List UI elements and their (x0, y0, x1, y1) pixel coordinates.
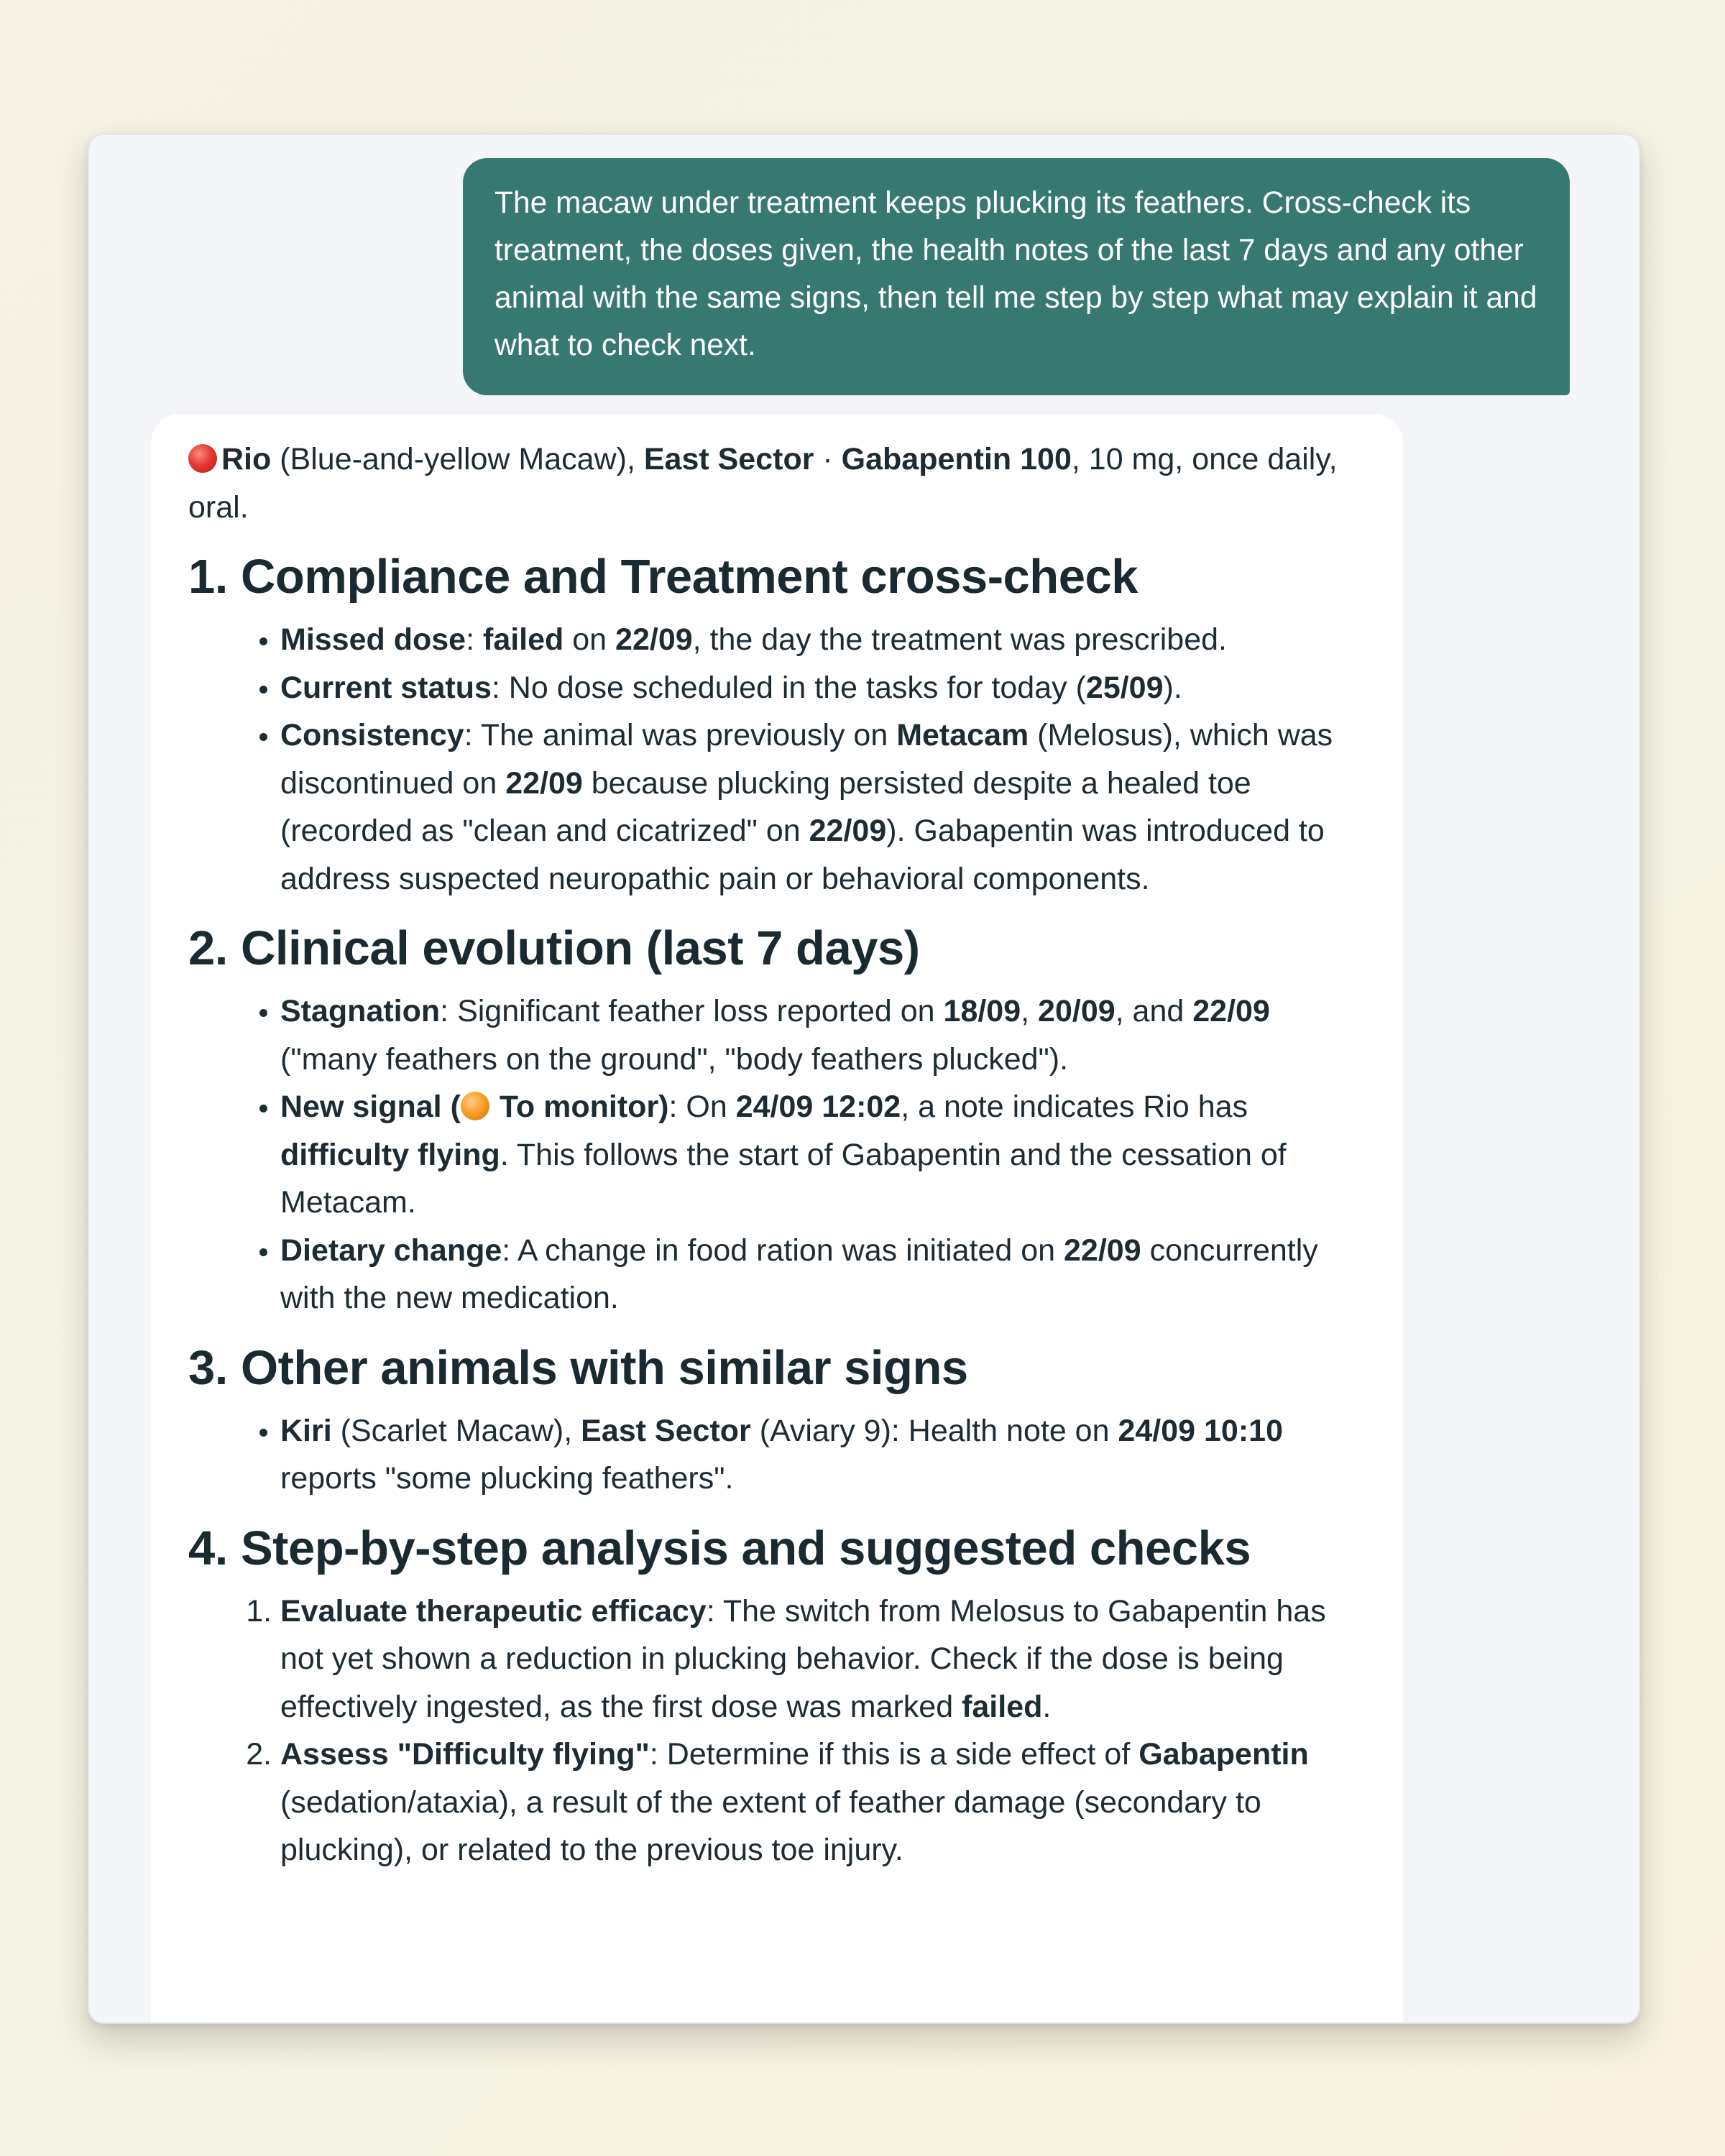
drug-name: Gabapentin 100 (841, 442, 1072, 476)
list-item: • Current status: No dose scheduled in the tasks for today (25/09). (280, 664, 1366, 712)
list-item: • New signal ( To monitor): On 24/09 12:02, a note indicates Rio has difficulty flying. This follows the start of Gabapentin and the cessation of Metacam. (280, 1083, 1366, 1227)
list-item: 1. Evaluate therapeutic efficacy: The switch from Melosus to Gabapentin has not yet shown a reduction in plucking behavior. Check if the dose is being effectively ingested, as the first dose was marked failed. (280, 1588, 1366, 1731)
sector-name: East Sector (643, 442, 814, 476)
list-item: • Consistency: The animal was previously on Metacam (Melosus), which was discontinued on 22/09 because plucking persisted despite a healed toe (recorded as "clean and cicatrized" on 22/09). Gabapentin was introduced to address suspected neuropathic pain or behavioral components. (280, 711, 1366, 903)
list-item: • Dietary change: A change in food ration was initiated on 22/09 concurrently with the new medication. (280, 1227, 1366, 1322)
section-heading-analysis: 4. Step-by-step analysis and suggested checks (188, 1521, 1251, 1575)
list-item: • Kiri (Scarlet Macaw), East Sector (Aviary 9): Health note on 24/09 10:10 reports "some plucking feathers". (280, 1407, 1366, 1503)
red-circle-icon (188, 444, 217, 473)
compliance-list (188, 616, 1366, 903)
list-item: 2. Assess "Difficulty flying": Determine if this is a side effect of Gabapentin (sedation/ataxia), a result of the extent of feather damage (secondary to plucking), or related to the previous toe injury. (280, 1731, 1366, 1874)
chat-window (88, 134, 1640, 2024)
assistant-response-card (151, 414, 1403, 2024)
section-heading-compliance: 1. Compliance and Treatment cross-check (188, 550, 1138, 604)
list-item: • Missed dose: failed on 22/09, the day the treatment was prescribed. (280, 616, 1366, 664)
user-message-text: The macaw under treatment keeps plucking its feathers. Cross-check its treatment, the doses given, the health notes of the last 7 days and any other animal with the same signs, then tell me step by step what may explain it and what to check next. (494, 186, 1537, 362)
user-message-bubble (463, 158, 1570, 395)
clinical-evolution-list (188, 987, 1366, 1322)
analysis-list (188, 1588, 1366, 1874)
list-item: • Stagnation: Significant feather loss reported on 18/09, 20/09, and 22/09 ("many feathers on the ground", "body feathers plucked"). (280, 987, 1366, 1083)
section-heading-other-animals: 3. Other animals with similar signs (188, 1340, 968, 1395)
other-animals-list (188, 1407, 1366, 1503)
response-intro: Rio (Blue-and-yellow Macaw), East Sector · Gabapentin 100, 10 mg, once daily, oral. (188, 442, 1338, 525)
orange-circle-icon (461, 1092, 489, 1120)
animal-name: Rio (221, 442, 272, 476)
section-heading-clinical-evolution: 2. Clinical evolution (last 7 days) (188, 921, 920, 975)
